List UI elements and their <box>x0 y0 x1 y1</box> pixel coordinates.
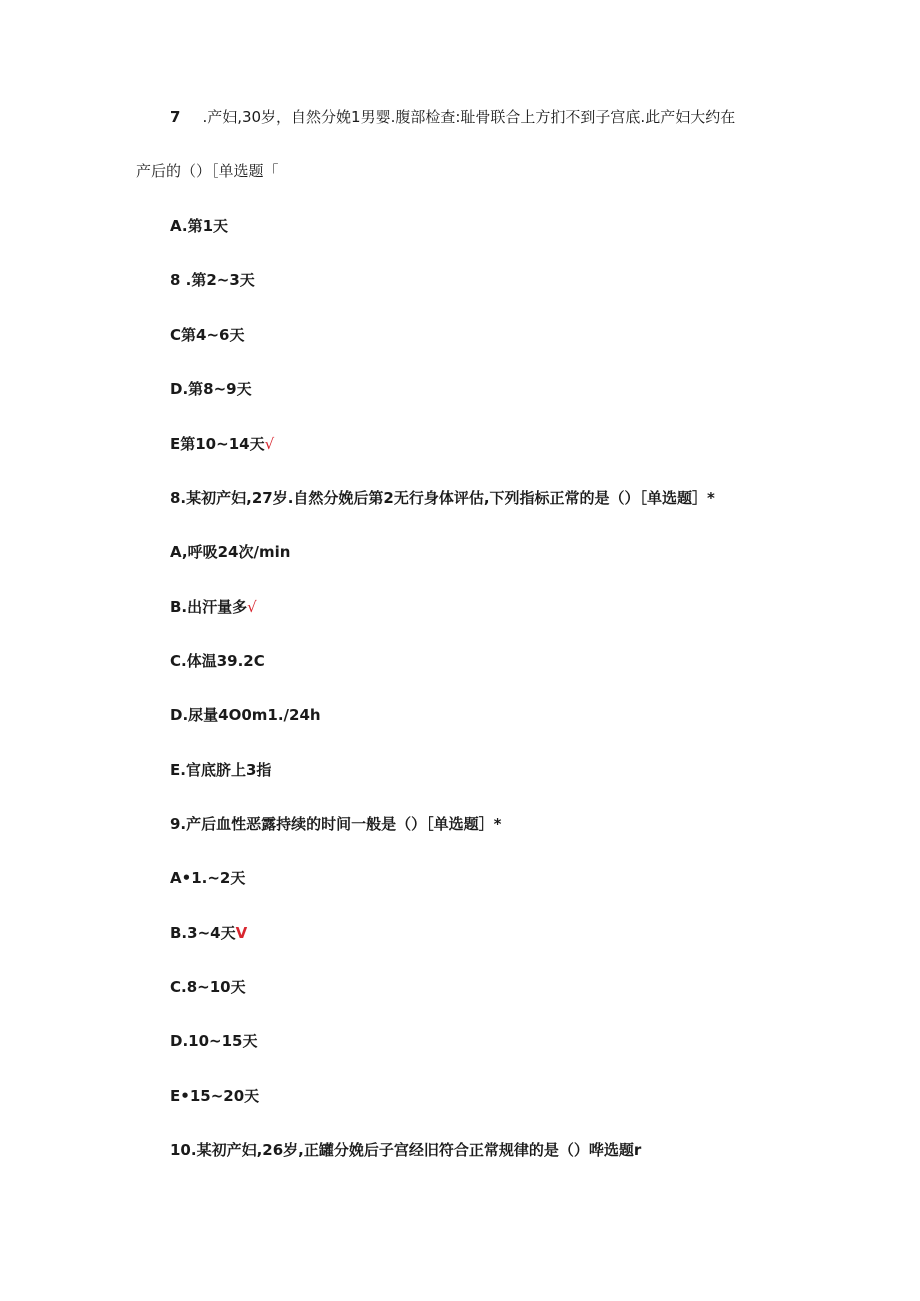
option-c <box>170 977 246 997</box>
answer-check-mark: V <box>235 924 248 942</box>
option-text: E.官底脐上3指 <box>170 761 272 779</box>
option-e <box>170 434 274 454</box>
option-text: 8 .第2~3天 <box>170 271 255 289</box>
option-text: C.体温39.2C <box>170 652 265 670</box>
answer-check-mark: √ <box>247 598 257 616</box>
option-text: A,呼吸24次/min <box>170 543 291 561</box>
option-text: E第10~14天 <box>170 435 265 453</box>
option-d <box>170 379 252 399</box>
option-text: B.出汗量多 <box>170 598 248 616</box>
option-b <box>170 923 247 943</box>
option-e <box>170 760 271 780</box>
option-d <box>170 705 321 725</box>
option-b <box>170 597 257 617</box>
option-e <box>170 1086 259 1106</box>
question-text: .产妇,30岁，自然分娩1男婴.腹部检查:耻骨联合上方扪不到子宫底.此产妇大约在 <box>202 108 736 126</box>
option-text: B.3~4天 <box>170 924 236 942</box>
option-text: C.8~10天 <box>170 978 246 996</box>
option-text: A.第1天 <box>170 217 229 235</box>
option-c <box>170 651 265 671</box>
question-9-stem: 9.产后血性恶露持续的时间一般是（）［单选题］* <box>170 815 502 833</box>
option-c <box>170 325 244 345</box>
option-text: D.第8~9天 <box>170 380 252 398</box>
option-a <box>170 868 245 888</box>
option-a <box>170 542 290 562</box>
option-text: C第4~6天 <box>170 326 245 344</box>
answer-check-mark: √ <box>264 435 275 453</box>
option-text: A•1.~2天 <box>170 869 246 887</box>
question-7-stem-line-2: 产后的（）［单选题「 <box>136 162 279 180</box>
option-b <box>170 270 255 290</box>
option-a <box>170 216 228 236</box>
option-text: D.10~15天 <box>170 1032 258 1050</box>
option-text: D.尿量4O0m1./24h <box>170 706 321 724</box>
question-10-stem: 10.某初产妇,26岁,正罐分娩后子宫经旧符合正常规律的是（）哗选题r <box>170 1141 642 1159</box>
option-d <box>170 1031 257 1051</box>
question-number: 7 <box>170 108 181 126</box>
option-text: E•15~20天 <box>170 1087 260 1105</box>
question-8-stem: 8.某初产妇,27岁.自然分娩后第2无行身体评估,下列指标正常的是（）［单选题］* <box>170 489 715 507</box>
question-7-stem-line-1 <box>170 107 735 127</box>
